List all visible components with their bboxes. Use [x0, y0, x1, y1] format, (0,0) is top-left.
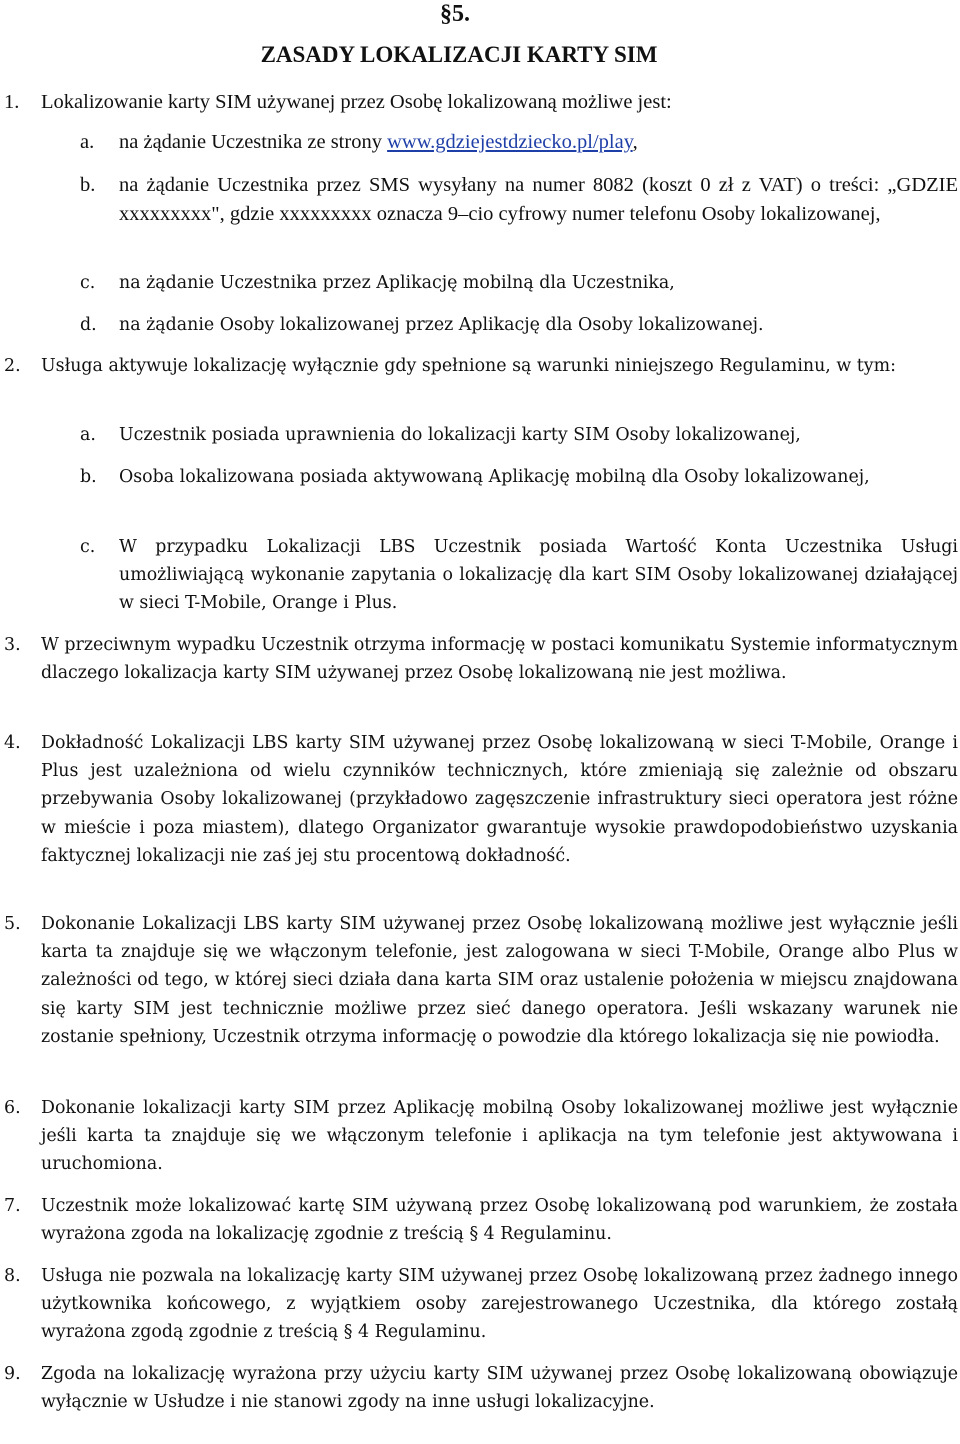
- sub-item-2b: [0, 463, 958, 491]
- item-number: 8.: [4, 1266, 21, 1286]
- item-text: Usługa aktywuje lokalizację wyłącznie gdy spełnione są warunki niniejszego Regulaminu, w tym:: [41, 356, 896, 376]
- sub-item-text-after: ,: [632, 131, 638, 153]
- sub-item-letter: b.: [80, 467, 97, 487]
- list-item-6: [0, 1094, 958, 1179]
- list-item-9: [0, 1360, 958, 1416]
- item-text: Dokładność Lokalizacji LBS karty SIM używanej przez Osobę lokalizowaną w sieci T-Mobile, Orange i Plus jest uzależniona od wielu czynników technicznych, które zmieniają się zależnie od obszaru przebywania Osoby lokalizowanej (przykładowo zagęszczenie infrastruktury sieci operatora jest różne w mieście i poza miastem), dlatego Organizator gwarantuje wysokie prawdopodobieństwo uzyskania faktycznej lokalizacji nie zaś jej stu procentową dokładność.: [41, 733, 958, 866]
- list-item-2: [0, 352, 958, 380]
- item-text: Uczestnik może lokalizować kartę SIM używaną przez Osobę lokalizowaną pod warunkiem, że została wyrażona zgoda na lokalizację zgodnie z treścią § 4 Regulaminu.: [41, 1196, 958, 1245]
- item-number: 4.: [4, 733, 21, 753]
- sub-item-text: Osoba lokalizowana posiada aktywowaną Aplikację mobilną dla Osoby lokalizowanej,: [119, 467, 870, 487]
- item-text: Dokonanie Lokalizacji LBS karty SIM używanej przez Osobę lokalizowaną możliwe jest wyłącznie jeśli karta ta znajduje się we włączonym telefonie, jest zalogowana w sieci T-Mobile, Orange albo Plus w zależności od tego, w której sieci działa dana karta SIM oraz ustalenie położenia w miejscu znajdowana się karty SIM jest technicznie możliwe przez sieć danego operatora. Jeśli wskazany warunek nie zostanie spełniony, Uczestnik otrzyma informację o powodzie dla którego lokalizacja się nie powiodła.: [41, 914, 958, 1047]
- item-text: Dokonanie lokalizacji karty SIM przez Aplikację mobilną Osoby lokalizowanej możliwe jest wyłącznie jeśli karta ta znajduje się we włączonym telefonie i aplikacja na tym telefonie jest aktywowana i uruchomiona.: [41, 1098, 958, 1175]
- sub-item-text: na żądanie Uczestnika przez SMS wysyłany na numer 8082 (koszt 0 zł z VAT) o treści: „GDZIE xxxxxxxxx", gdzie xxxxxxxxx oznacza 9–cio cyfrowy numer telefonu Osoby lokalizowanej,: [119, 174, 958, 225]
- item-text: W przeciwnym wypadku Uczestnik otrzyma informację w postaci komunikatu Systemie informatycznym dlaczego lokalizacja karty SIM używanej przez Osobę lokalizowaną nie jest możliwa.: [41, 635, 958, 684]
- sub-item-text: na żądanie Uczestnika przez Aplikację mobilną dla Uczestnika,: [119, 273, 675, 293]
- sub-item-text-before: na żądanie Uczestnika ze strony: [119, 131, 388, 153]
- sub-item-letter: a.: [80, 425, 96, 445]
- item-number: 9.: [4, 1364, 21, 1384]
- sub-item-text: na żądanie Osoby lokalizowanej przez Aplikację dla Osoby lokalizowanej.: [119, 315, 764, 335]
- sub-item-text: [119, 128, 958, 157]
- item-text: Usługa nie pozwala na lokalizację karty SIM używanej przez Osobę lokalizowaną przez żadnego innego użytkownika końcowego, z wyjątkiem osoby zarejestrowanego Uczestnika, dla którego zostałą wyrażona zgodą zgodnie z treścią § 4 Regulaminu.: [41, 1266, 958, 1343]
- list-item-1: [0, 88, 958, 117]
- item-number: 7.: [4, 1196, 21, 1216]
- item-number: 1.: [4, 91, 20, 113]
- sub-item-text: Uczestnik posiada uprawnienia do lokalizacji karty SIM Osoby lokalizowanej,: [119, 425, 801, 445]
- sub-item-1a: [0, 128, 958, 157]
- sub-item-letter: c.: [80, 273, 96, 293]
- sub-item-text: W przypadku Lokalizacji LBS Uczestnik posiada Wartość Konta Uczestnika Usługi umożliwiającą wykonanie zapytania o lokalizację dla kart SIM Osoby lokalizowanej działającej w sieci T-Mobile, Orange i Plus.: [119, 537, 958, 614]
- list-item-4: [0, 729, 958, 870]
- item-text: Zgoda na lokalizację wyrażona przy użyciu karty SIM używanej przez Osobę lokalizowaną obowiązuje wyłącznie w Usłudze i nie stanowi zgody na inne usługi lokalizacyjne.: [41, 1364, 958, 1413]
- list-item-8: [0, 1262, 958, 1347]
- item-number: 5.: [4, 914, 21, 934]
- sub-item-letter: d.: [80, 315, 97, 335]
- sub-item-2a: [0, 421, 958, 449]
- item-number: 6.: [4, 1098, 21, 1118]
- sub-item-letter: c.: [80, 537, 96, 557]
- sub-item-letter: b.: [80, 174, 96, 196]
- item-number: 2.: [4, 356, 21, 376]
- sub-item-1c: [0, 269, 958, 297]
- sub-item-2c: [0, 533, 958, 618]
- section-title: ZASADY LOKALIZACJI KARTY SIM: [260, 42, 658, 67]
- item-text: Lokalizowanie karty SIM używanej przez Osobę lokalizowaną możliwe jest:: [41, 91, 672, 113]
- sub-item-1b: [0, 171, 958, 228]
- list-item-5: [0, 910, 958, 1051]
- sub-item-1d: [0, 311, 958, 339]
- list-item-3: [0, 631, 958, 687]
- section-number: §5.: [440, 1, 470, 27]
- list-item-7: [0, 1192, 958, 1248]
- play-url-link[interactable]: www.gdziejestdziecko.pl/play: [387, 131, 633, 153]
- sub-item-letter: a.: [80, 131, 95, 153]
- item-number: 3.: [4, 635, 21, 655]
